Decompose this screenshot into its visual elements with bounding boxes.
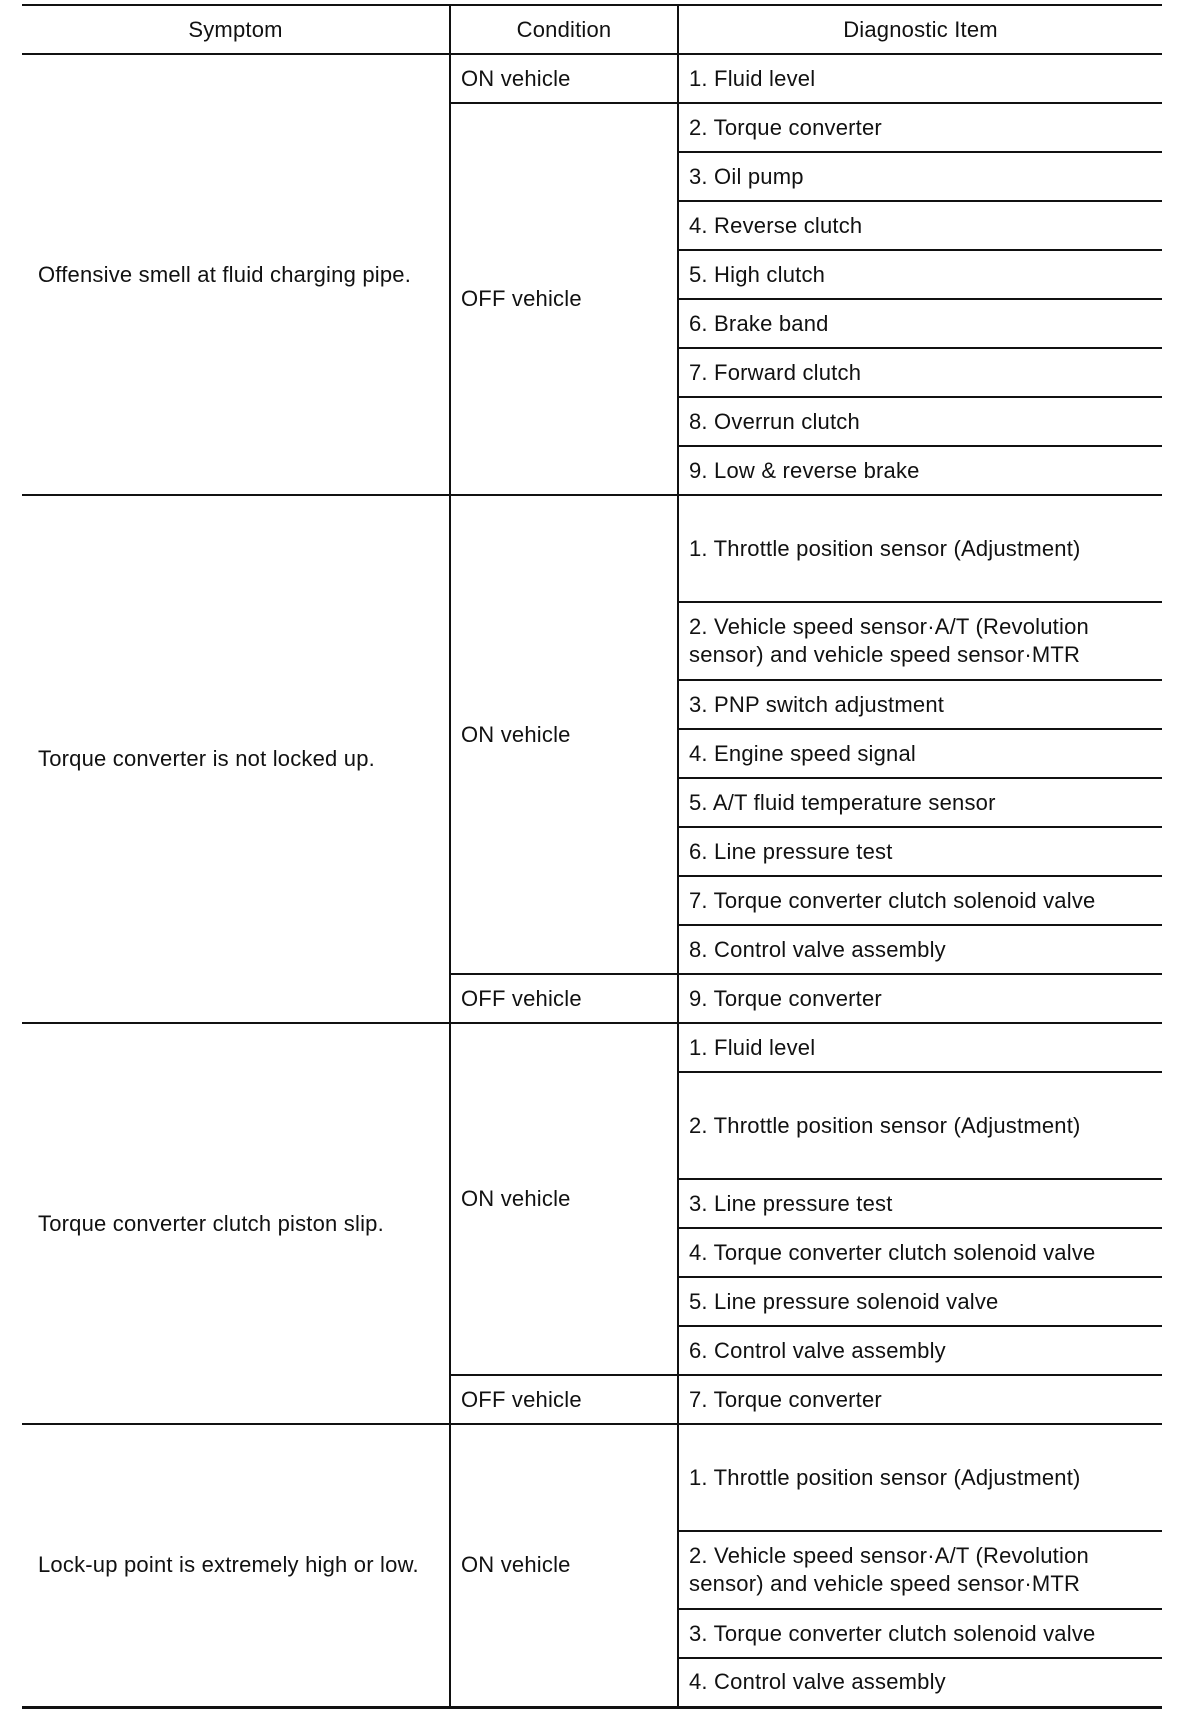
table-row <box>22 54 1162 103</box>
diagnostic-item: 5. A/T fluid temperature sensor <box>678 778 1162 827</box>
header-condition: Condition <box>450 5 678 54</box>
diagnostic-item: 3. PNP switch adjustment <box>678 680 1162 729</box>
diagnostic-item: 3. Line pressure test <box>678 1179 1162 1228</box>
diagnostic-item: 4. Reverse clutch <box>678 201 1162 250</box>
diagnostic-item: 5. Line pressure solenoid valve <box>678 1277 1162 1326</box>
diagnostic-item: 6. Brake band <box>678 299 1162 348</box>
symptom-cell: Torque converter clutch piston slip. <box>22 1023 450 1424</box>
diagnostic-item: 7. Torque converter clutch solenoid valve <box>678 876 1162 925</box>
diagnostic-item: 3. Torque converter clutch solenoid valve <box>678 1609 1162 1658</box>
condition-cell: OFF vehicle <box>450 974 678 1023</box>
diagnostic-item: 5. High clutch <box>678 250 1162 299</box>
header-symptom: Symptom <box>22 5 450 54</box>
symptom-cell: Offensive smell at fluid charging pipe. <box>22 54 450 495</box>
condition-cell: OFF vehicle <box>450 1375 678 1424</box>
diagnostic-item: 8. Overrun clutch <box>678 397 1162 446</box>
diagnostic-item: 8. Control valve assembly <box>678 925 1162 974</box>
table-row <box>22 1424 1162 1531</box>
symptom-cell: Lock-up point is extremely high or low. <box>22 1424 450 1707</box>
table-row <box>22 495 1162 602</box>
diagnostic-item: 2. Vehicle speed sensor·A/T (Revolution sensor) and vehicle speed sensor·MTR <box>678 1531 1162 1609</box>
condition-cell: ON vehicle <box>450 1023 678 1375</box>
diagnostic-item: 4. Torque converter clutch solenoid valve <box>678 1228 1162 1277</box>
header-diagnostic-item: Diagnostic Item <box>678 5 1162 54</box>
diagnostic-item: 6. Control valve assembly <box>678 1326 1162 1375</box>
condition-cell: ON vehicle <box>450 495 678 974</box>
diagnostic-item: 1. Throttle position sensor (Adjustment) <box>678 1424 1162 1531</box>
diagnostic-item: 9. Torque converter <box>678 974 1162 1023</box>
condition-cell: ON vehicle <box>450 1424 678 1707</box>
table-header-row <box>22 5 1162 54</box>
diagnostic-item: 2. Throttle position sensor (Adjustment) <box>678 1072 1162 1179</box>
table-row <box>22 1023 1162 1072</box>
diagnostic-item: 1. Fluid level <box>678 1023 1162 1072</box>
diagnostic-item: 7. Torque converter <box>678 1375 1162 1424</box>
diagnostic-item: 9. Low & reverse brake <box>678 446 1162 495</box>
diagnostic-item: 4. Engine speed signal <box>678 729 1162 778</box>
symptom-cell: Torque converter is not locked up. <box>22 495 450 1023</box>
diagnostic-item: 7. Forward clutch <box>678 348 1162 397</box>
diagnostic-item: 4. Control valve assembly <box>678 1658 1162 1707</box>
diagnostic-item: 6. Line pressure test <box>678 827 1162 876</box>
diagnostic-item: 2. Torque converter <box>678 103 1162 152</box>
condition-cell: ON vehicle <box>450 54 678 103</box>
diagnostic-item: 2. Vehicle speed sensor·A/T (Revolution sensor) and vehicle speed sensor·MTR <box>678 602 1162 680</box>
condition-cell: OFF vehicle <box>450 103 678 495</box>
diagnostic-table <box>22 4 1162 1709</box>
diagnostic-item: 1. Fluid level <box>678 54 1162 103</box>
diagnostic-item: 1. Throttle position sensor (Adjustment) <box>678 495 1162 602</box>
diagnostic-item: 3. Oil pump <box>678 152 1162 201</box>
